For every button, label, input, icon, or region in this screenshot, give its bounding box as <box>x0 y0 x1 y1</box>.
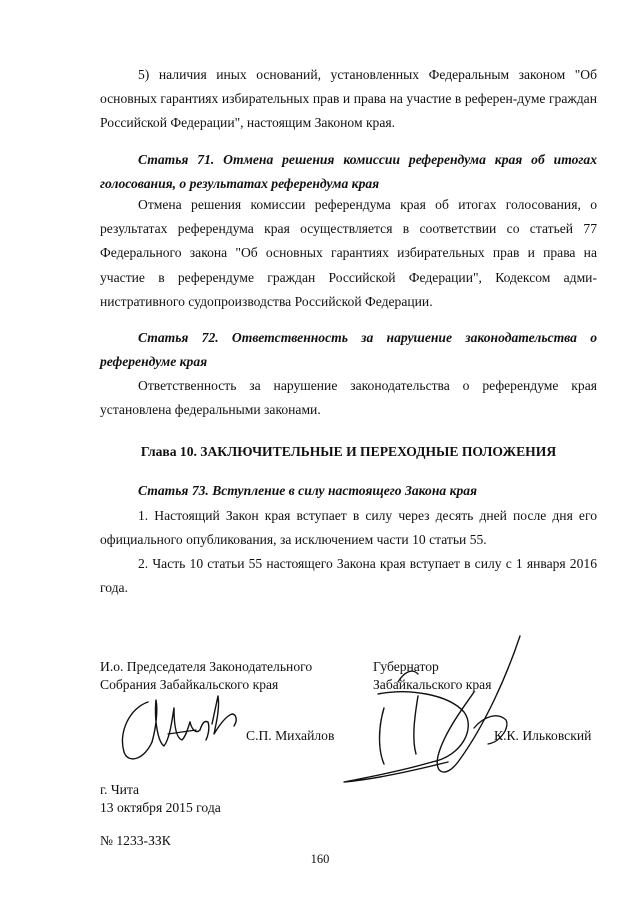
left-signatory-title-line2: Собрания Забайкальского края <box>100 677 279 692</box>
right-signatory-title-line2: Забайкальского края <box>373 677 492 692</box>
article-71-paragraph: Отмена решения комиссии референдума края об итогах голосования, о результатах референдума края осуществляется в соответствии со статьей 77 Федерального закона "Об основных гарантиях избирательных прав и права на участие в референдуме граждан Российской Федерации", Кодексом адми-нистративного судопроизводства Российской Федерации. <box>100 197 597 309</box>
signing-date: 13 октября 2015 года <box>100 800 221 815</box>
mikhailov-signature-image <box>112 690 252 770</box>
right-signatory-name: К.К. Ильковский <box>494 728 592 743</box>
article-72-paragraph: Ответственность за нарушение законодательства о референдуме края установлена федеральными законами. <box>100 378 597 418</box>
article-71-heading: Статья 71. Отмена решения комиссии референдума края об итогах голосования, о результатах референдума края <box>100 152 597 192</box>
signing-city: г. Чита <box>100 782 140 797</box>
left-signatory-name: С.П. Михайлов <box>246 728 335 743</box>
chapter-10-heading: Глава 10. ЗАКЛЮЧИТЕЛЬНЫЕ И ПЕРЕХОДНЫЕ ПОЛОЖЕНИЯ <box>140 444 557 459</box>
article-73-paragraph-1: 1. Настоящий Закон края вступает в силу через десять дней после дня его официального опубликования, за исключением части 10 статьи 55. <box>100 508 597 548</box>
article-73-paragraph-2: 2. Часть 10 статьи 55 настоящего Закона края вступает в силу с 1 января 2016 года. <box>100 556 597 596</box>
left-signatory-title-line1: И.о. Председателя Законодательного <box>100 659 313 674</box>
ilkovsky-signature-image <box>338 632 538 792</box>
law-number: № 1233-ЗЗК <box>100 833 171 848</box>
item-5-paragraph: 5) наличия иных оснований, установленных Федеральным законом "Об основных гарантиях избирательных прав и права на участие в референ-думе граждан Российской Федерации", настоящим Законом края. <box>100 67 597 131</box>
article-73-heading: Статья 73. Вступление в силу настоящего Закона края <box>138 483 478 498</box>
article-72-heading: Статья 72. Ответственность за нарушение законодательства о референдуме края <box>100 330 597 370</box>
page-number: 160 <box>310 852 330 866</box>
right-signatory-title-line1: Губернатор <box>373 659 439 674</box>
